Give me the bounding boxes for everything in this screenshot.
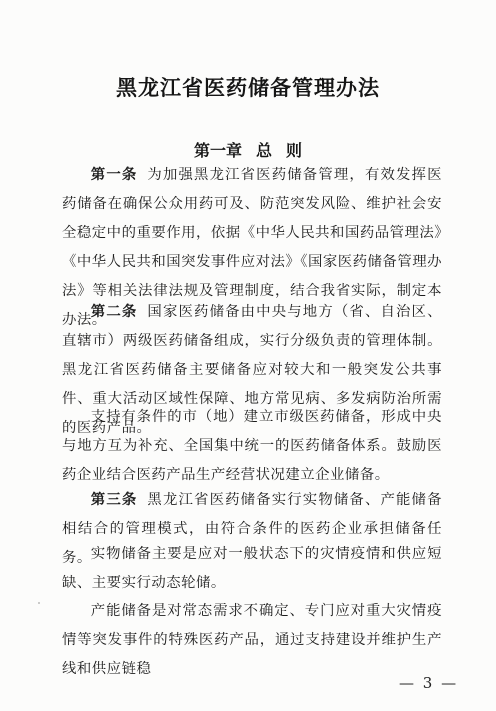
scan-speck (38, 602, 40, 604)
article-3-subparagraph-physical (62, 540, 442, 598)
chapter-title-char-2: 则 (286, 141, 303, 160)
article-number: 第三条 (90, 491, 138, 508)
chapter-number: 第一章 (193, 141, 242, 160)
paragraph-text: 产能储备是对常态需求不确定、专门应对重大灾情疫情等突发事件的特殊医药产品，通过支持建设并维护生产线和供应链稳 (62, 603, 442, 677)
page-number: — 3 — (399, 674, 459, 692)
article-3-subparagraph-capacity (62, 597, 442, 684)
paragraph-text: 实物储备主要是应对一般状态下的灾情疫情和供应短缺、主要实行动态轮储。 (62, 546, 442, 591)
article-text: 黑龙江省医药储备实行实物储备、产能储备相结合的管理模式，由符合条件的医药企业承担储备任务。 (62, 492, 442, 566)
article-number: 第一条 (90, 166, 138, 183)
article-number: 第二条 (90, 303, 138, 320)
document-title: 黑龙江省医药储备管理办法 (116, 75, 380, 100)
article-text: 为加强黑龙江省医药储备管理，有效发挥医药储备在确保公众用药可及、防范突发风险、维护社会安全稳定中的重要作用，依据《中华人民共和国药品管理法》《中华人民共和国突发事件应对法》《国家医药储备管理办法》等相关法律法规及管理制度，结合我省实际，制定本办法。 (62, 167, 442, 328)
chapter-heading (0, 138, 496, 161)
article-text: 国家医药储备由中央与地方（省、自治区、直辖市）两级医药储备组成，实行分级负责的管理体制。黑龙江省医药储备主要储备应对较大和一般突发公共事件、重大活动区域性保障、地方常见病、多发病防治所需的医药产品。 (62, 304, 442, 436)
article-2-subparagraph (62, 403, 442, 490)
paragraph-text: 支持有条件的市（地）建立市级医药储备，形成中央与地方互为补充、全国集中统一的医药储备体系。鼓励医药企业结合医药产品生产经营状况建立企业储备。 (62, 409, 442, 483)
chapter-title-char-1: 总 (255, 141, 272, 160)
